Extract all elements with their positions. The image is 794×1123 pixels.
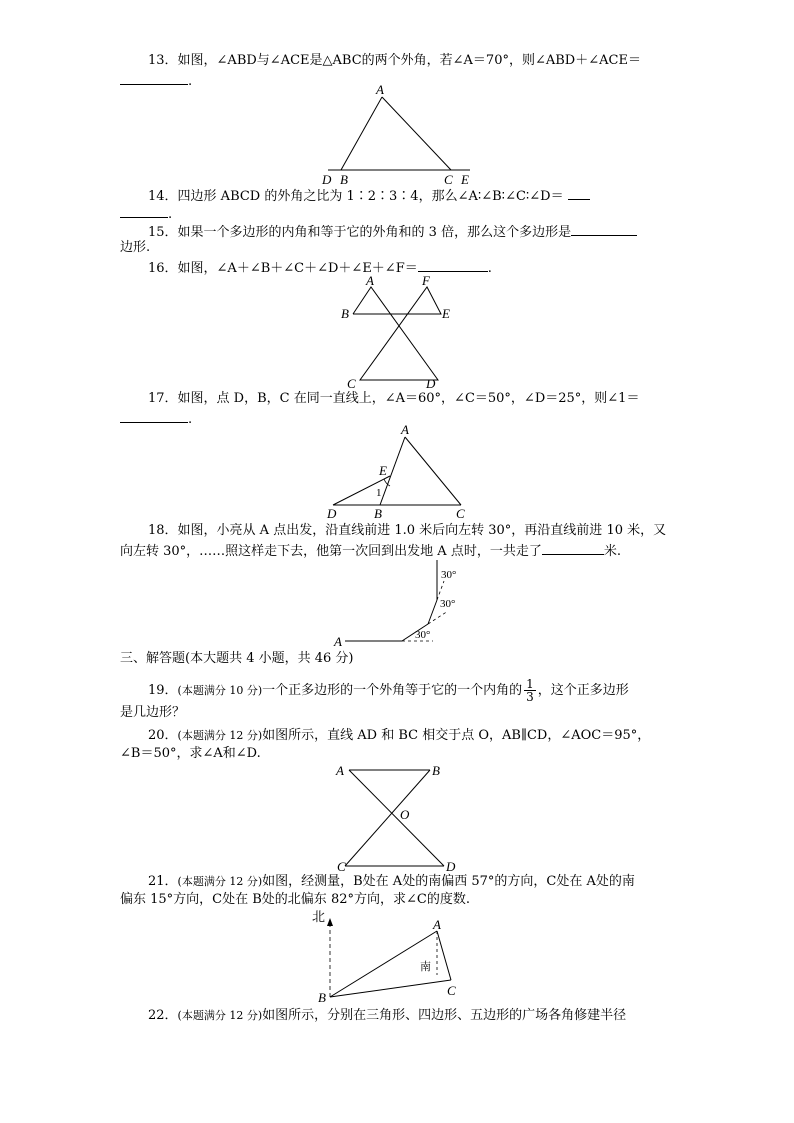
q16-label-f: F	[422, 273, 430, 288]
q16-label-a: A	[366, 273, 374, 288]
q18-line1: 18．如图，小亮从 A 点出发，沿直线前进 1.0 米后向左转 30°，再沿直线前进 10 米，又	[148, 523, 667, 538]
q14-text: 14．四边形 ABCD 的外角之比为 1∶2∶3∶4，那么∠A∶∠B∶∠C∶∠D＝	[148, 185, 590, 206]
q14-answer-line: .	[120, 203, 172, 224]
q17-label-c: C	[456, 506, 465, 521]
q20-line2: ∠B＝50°，求∠A和∠D.	[120, 746, 261, 761]
q19-text: 19．(本题满分 10 分)一个正多边形的一个外角等于它的一个内角的 $\frac{1}{3}$ ，这个正多边形	[148, 677, 629, 704]
q21-label-b: B	[318, 990, 326, 1005]
q22-text: 22．(本题满分 12 分)如图所示，分别在三角形、四边形、五边形的广场各角修建半径	[148, 1008, 627, 1023]
q18-angle-bottom: 30°	[415, 629, 431, 641]
q16-label-d: D	[426, 376, 436, 391]
q17-label-b: B	[374, 506, 382, 521]
answer-blank[interactable]	[120, 203, 168, 218]
q20-label-c: C	[337, 859, 346, 874]
q13-label-e: E	[461, 172, 469, 187]
q16-label-c: C	[347, 376, 356, 391]
q15-line2: 边形.	[120, 240, 151, 255]
q20-label-b: B	[432, 763, 440, 778]
q17-text: 17．如图，点 D，B，C 在同一直线上，∠A＝60°，∠C＝50°，∠D＝25°，则∠1＝	[148, 391, 640, 406]
q21-north-label: 北	[312, 909, 326, 924]
q13-label-b: B	[340, 172, 348, 187]
q13-answer-line: .	[120, 70, 192, 91]
q21-figure	[312, 909, 456, 1005]
q21-south-label: 南	[420, 961, 431, 973]
q16-label-b: B	[341, 306, 349, 321]
q21-line2: 偏东 15°方向，C处在 B处的北偏东 82°方向，求∠C的度数.	[120, 892, 470, 907]
q20-figure	[335, 763, 456, 874]
q20-label-o: O	[400, 807, 410, 822]
q16-label-e: E	[442, 306, 450, 321]
q17-label-1: 1	[376, 487, 382, 499]
q17-answer-line: .	[120, 408, 192, 429]
q17-figure	[326, 422, 465, 521]
q18-line2: 向左转 30°，……照这样走下去，他第一次回到出发地 A 点时，一共走了 米.	[120, 540, 621, 561]
answer-blank[interactable]	[120, 408, 188, 423]
q21-label-a: A	[433, 917, 441, 932]
answer-blank[interactable]	[418, 257, 488, 272]
q13-label-c: C	[444, 172, 453, 187]
fraction: $\frac{1}{3}$	[526, 677, 534, 704]
q15-text: 15．如果一个多边形的内角和等于它的外角和的 3 倍，那么这个多边形是	[148, 221, 637, 242]
q17-label-d: D	[327, 506, 337, 521]
q18-label-a: A	[334, 634, 342, 649]
q19-line2: 是几边形？	[120, 705, 186, 720]
q21-label-c: C	[447, 983, 456, 998]
q20-label-a: A	[336, 763, 344, 778]
q18-figure	[333, 560, 456, 649]
q16-figure	[341, 273, 450, 391]
q17-label-e: E	[379, 463, 387, 478]
section-heading: 三、解答题(本大题共 4 小题，共 46 分)	[120, 651, 354, 666]
q13-text: 13．如图，∠ABD与∠ACE是△ABC的两个外角，若∠A＝70°，则∠ABD＋∠ACE＝	[148, 53, 641, 68]
answer-blank[interactable]	[542, 540, 604, 555]
q18-angle-top: 30°	[441, 569, 457, 581]
q20-label-d: D	[446, 859, 456, 874]
q20-text: 20．(本题满分 12 分)如图所示，直线 AD 和 BC 相交于点 O，AB∥CD，∠AOC＝95°，	[148, 728, 651, 743]
q16-text: 16．如图，∠A＋∠B＋∠C＋∠D＋∠E＋∠F＝ .	[148, 257, 492, 278]
answer-blank[interactable]	[571, 221, 637, 236]
q13-label-a: A	[376, 82, 384, 97]
q17-label-a: A	[401, 422, 409, 437]
q21-text: 21．(本题满分 12 分)如图，经测量，B处在 A处的南偏西 57°的方向，C处在 A处的南	[148, 874, 635, 889]
q18-angle-mid: 30°	[440, 598, 456, 610]
q13-label-d: D	[322, 172, 332, 187]
q13-figure	[321, 82, 470, 187]
answer-blank[interactable]	[568, 185, 590, 200]
